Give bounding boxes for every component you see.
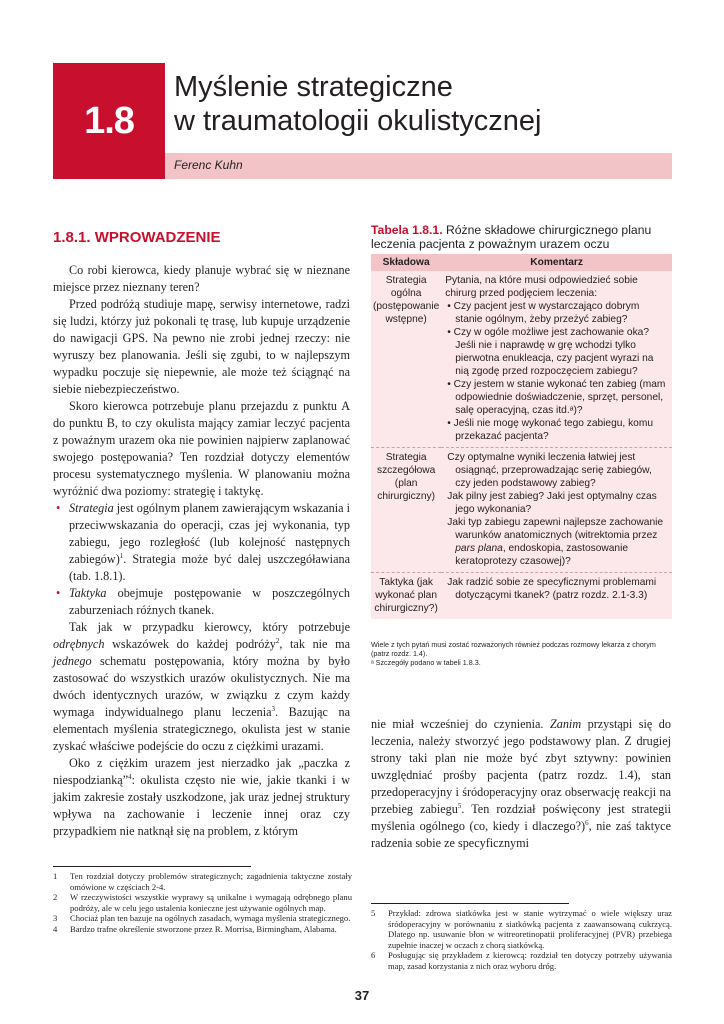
footnotes-right (371, 908, 672, 971)
section-heading: 1.8.1. WPROWADZENIE (53, 229, 221, 246)
table-row (371, 271, 672, 448)
title-line-2: w traumatologii okulistycznej (174, 105, 542, 137)
footnote: 2 W rzeczywistości wszystkie wyprawy są unikalne i wymagają odrębnego planu podróży, ale w celu jego ustalenia konieczne jest używanie ogólnych map. (53, 892, 352, 913)
paragraph: Co robi kierowca, kiedy planuje wybrać się w nieznane miejsce przez nieznany teren? (53, 263, 350, 294)
chapter-number: 1.8 (53, 63, 165, 179)
bullet-icon: • (56, 586, 61, 600)
table-row (371, 573, 672, 620)
table-header-comment: Komentarz (441, 254, 672, 271)
row-label: Taktyka (jak wykonać plan chirurgiczny?) (371, 573, 441, 620)
row-label: Strategia szczegółowa (plan chirurgiczny) (371, 448, 441, 573)
row-comment: Czy optymalne wyniki leczenia łatwiej jest osiągnąć, przeprowadzając serię zabiegów, czy jeden podstawowy zabieg? Jak pilny jest zabieg? Jaki jest optymalny czas jego wykonania? Jaki typ zabiegu zapewni najlepsze zachowanie warunków anatomicznych (witrektomia przez pars plana, endoskopia, zastosowanie keratoprotezy czasowej)? (441, 448, 672, 573)
chapter-title (174, 70, 541, 138)
table-caption: Tabela 1.8.1. Różne składowe chirurgicznego planu leczenia pacjenta z poważnym urazem oczu (371, 223, 652, 251)
paragraph: Przed podróżą studiuje mapę, serwisy internetowe, radzi się ludzi, którzy już pokonali tę trasę, lub kupuje urządzenie do nawigacji GPS. Na pewno nie zrobi jednej rzeczy: nie wyruszy bez planowania. Jeśli się zgubi, to w najlepszym wypadku poczuje się niepewnie, ale może też ściągnąć na siebie niebezpieczeństwo. (53, 297, 350, 396)
left-column (53, 262, 350, 840)
right-column (371, 716, 671, 852)
footnote: 1 Ten rozdział dotyczy problemów strategicznych; zagadnienia taktyczne zostały omówione w częściach 2-4. (53, 871, 352, 892)
footnote: 4 Bardzo trafne określenie stworzone przez R. Morrisa, Birmingham, Alabama. (53, 923, 337, 934)
paragraph: Skoro kierowca potrzebuje planu przejazdu z punktu A do punktu B, to czy okulista mający zamiar leczyć pacjenta z poważnym urazem oka nie powinien najpierw zaplanować swojego postępowania? Ten rozdział dotyczy elementów procesu systematycznego myślenia. W planowaniu można wyróżnić dwa poziomy: strategię i taktykę. (53, 399, 350, 498)
paragraph: Oko z ciężkim urazem jest nierzadko jak „paczka z niespodzianką”$^4$: okulista często nie wie, jakie tkanki i w jakim zakresie zostały uszkodzone, jak uraz jednej struktury wpływa na zachowanie i leczenie innej oraz czy przypadkiem nie natknął się na problem, z którym (53, 756, 350, 838)
paragraph: nie miał wcześniej do czynienia. Zanim przystąpi się do leczenia, należy stworzyć jego podstawowy plan. Z drugiej strony taki plan nie może być zbyt sztywny: powinien uwzględniać prośby pacjenta (patrz rozdz. 1.4), stan przedoperacyjny i śródoperacyjny oraz obserwację reakcji na przebieg zabiegu$^5$. Ten rozdział poświęcony jest strategii myślenia ogólnego (co, kiedy i dlaczego?)$^6$, nie zaś taktyce radzenia sobie ze specyficznymi (371, 717, 671, 850)
table-notes (371, 640, 672, 667)
page-number: 37 (354, 988, 370, 1003)
table-row (371, 448, 672, 573)
title-line-1: Myślenie strategiczne (174, 71, 453, 103)
footnotes-left (53, 871, 352, 934)
footnote: 3 Chociaż plan ten bazuje na ogólnych zasadach, wymaga myślenia strategicznego. (53, 913, 351, 923)
footnote-rule (53, 866, 251, 867)
table-note: Wiele z tych pytań musi zostać rozważonych również podczas rozmowy lekarza z chorym (patrz rozdz. 1.4). (371, 640, 656, 658)
list-item-tactics: • Taktyka obejmuje postępowanie w poszczególnych zaburzeniach różnych tkanek. (56, 586, 350, 617)
table-header-component: Składowa (371, 254, 441, 271)
footnote: 5 Przykład: zdrowa siatkówka jest w stanie wytrzymać o wiele większy uraz śródoperacyjny w porównaniu z siatkówką pacjenta z zaawansowaną cukrzycą. Dlatego np. usuwanie błon w witreoretinopatii proliferacyjnej (PVR) przebiega zupełnie inaczej w oczach z chorą siatkówką. (371, 908, 672, 950)
strategy-table (371, 254, 672, 619)
author-name: Ferenc Kuhn (174, 158, 243, 172)
row-comment: Pytania, na które musi odpowiedzieć sobie chirurg przed podjęciem leczenia: • Czy pacjent jest w wystarczająco dobrym stanie ogólnym, żeby przeżyć zabieg? • Czy w ogóle możliwe jest zachowanie oka? Jeśli nie i naprawdę w grę wchodzi tylko pierwotna enukleacja, czy pacjent wyrazi na nią zgodę przed rozpoczęciem zabiegu? • Czy jestem w stanie wykonać ten zabieg (mam odpowiednie doświadczenie, sprzęt, personel, salę operacyjną, czas itd.ᵃ)? • Jeśli nie mogę wykonać tego zabiegu, komu przekazać pacjenta? (441, 271, 672, 448)
list-item-strategy: • Strategia jest ogólnym planem zawierającym wskazania i przeciwwskazania do operacji, czas jej wykonania, typ zabiegu, jego rozległość (lub kolejność następnych zabiegów)$^1$. Strategia może być dalej uszczegóławiana (tab. 1.8.1). (56, 501, 350, 583)
table-note: ᵃ Szczegóły podano w tabeli 1.8.3. (371, 658, 481, 667)
footnote-rule (371, 903, 569, 904)
row-comment: Jak radzić sobie ze specyficznymi problemami dotyczącymi tkanek? (patrz rozdz. 2.1-3.3) (441, 573, 672, 620)
bullet-icon: • (56, 501, 61, 515)
row-label: Strategia ogólna (postępowanie wstępne) (371, 271, 441, 448)
paragraph: Tak jak w przypadku kierowcy, który potrzebuje odrębnych wskazówek do każdej podróży$^2$, tak nie ma jednego schematu postępowania, który można by było zastosować do wszystkich urazów okulistycznych. Nie ma dwóch identycznych urazów, w związku z czym każdy wymaga indywidualnego planu leczenia$^3$. Bazując na elementach myślenia strategicznego, okulista jest w stanie zyskać właściwe podejście do oczu z ciężkimi urazami. (53, 620, 351, 753)
footnote: 6 Posługując się przykładem z kierowcą: rozdział ten dotyczy potrzeby używania map, zasad korzystania z nich oraz wyboru dróg. (371, 950, 672, 971)
